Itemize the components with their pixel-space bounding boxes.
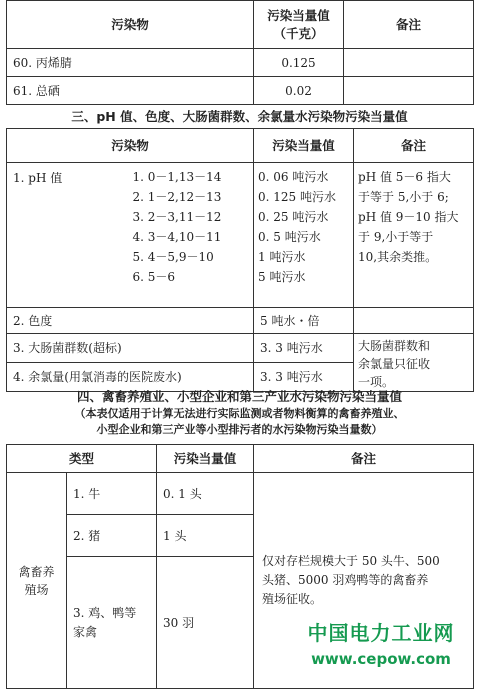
table-row — [7, 308, 474, 334]
pollutant-cell: 2. 色度 — [7, 308, 254, 334]
col-header-equivalent-line1: 污染当量值 — [267, 7, 330, 23]
ph-note-line: 10,其余类推。 — [358, 250, 438, 264]
col-header-equivalent: 污染当量值 — [157, 445, 254, 473]
ph-value: 0. 5 吨污水 — [258, 230, 321, 244]
ph-range: 3. 2－3,11－12 — [132, 210, 222, 224]
category-cell — [7, 473, 67, 689]
pollutant-cell: 61. 总硒 — [7, 77, 254, 105]
ph-range: 1. 0－1,13－14 — [132, 170, 222, 184]
note-cell — [344, 49, 474, 77]
table-row — [7, 77, 474, 105]
table-row — [7, 49, 474, 77]
table-row-ph — [7, 163, 474, 308]
equivalent-cell: 0. 1 头 — [157, 473, 254, 515]
ph-range: 5. 4－5,9－10 — [132, 250, 214, 264]
pollutant-cell-ph: 1. pH 值 — [7, 163, 131, 308]
equivalent-cell: 0.02 — [254, 77, 344, 105]
col-header-pollutant: 污染物 — [7, 1, 254, 49]
ph-value: 0. 125 吨污水 — [258, 190, 336, 204]
equivalent-cell: 1 头 — [157, 515, 254, 557]
livestock-note-line: 殖场征收。 — [262, 592, 323, 606]
type-line: 3. 鸡、鸭等 — [73, 605, 137, 620]
ph-value: 5 吨污水 — [258, 270, 306, 284]
livestock-note-line: 仅对存栏规模大于 50 头牛、500 — [262, 554, 440, 568]
section-4-subtitle-line2: 小型企业和第三产业等小型排污者的水污染物污染当量数） — [96, 423, 383, 436]
type-cell: 2. 猪 — [67, 515, 157, 557]
col-header-equivalent — [254, 1, 344, 49]
table-row — [7, 473, 474, 515]
watermark-url: www.cepow.com — [311, 650, 451, 668]
ph-range: 4. 3－4,10－11 — [132, 230, 222, 244]
col-header-note: 备注 — [354, 129, 474, 163]
ph-value-list — [254, 163, 354, 308]
ph-range: 6. 5－6 — [132, 270, 176, 284]
ph-value: 0. 25 吨污水 — [258, 210, 329, 224]
type-line: 家禽 — [73, 624, 98, 639]
equivalent-cell: 3. 3 吨污水 — [254, 334, 354, 363]
ph-note-line: pH 值 9－10 指大 — [358, 210, 459, 224]
col-header-pollutant: 污染物 — [7, 129, 254, 163]
type-cell: 1. 牛 — [67, 473, 157, 515]
col-header-unit: （千克） — [273, 25, 324, 41]
shared-note-line: 大肠菌群数和 — [358, 339, 431, 353]
pollutant-cell: 3. 大肠菌群数(超标) — [7, 334, 254, 363]
ph-range-list — [131, 163, 254, 308]
pollutant-cell: 60. 丙烯腈 — [7, 49, 254, 77]
shared-note — [354, 334, 474, 392]
table-continuation — [6, 0, 474, 105]
col-header-type: 类型 — [7, 445, 157, 473]
section-4-title: 四、禽畜养殖业、小型企业和第三产业水污染物污染当量值 — [76, 389, 402, 404]
ph-range: 2. 1－2,12－13 — [132, 190, 222, 204]
watermark-logo-text: 中国电力工业网 — [307, 621, 455, 645]
equivalent-cell: 3. 3 吨污水 — [254, 363, 354, 392]
note-cell — [344, 77, 474, 105]
col-header-equivalent: 污染当量值 — [254, 129, 354, 163]
note-cell — [354, 308, 474, 334]
type-cell — [67, 557, 157, 689]
table-row — [7, 334, 474, 363]
shared-note-line: 一项。 — [358, 375, 395, 389]
ph-note-line: 于等于 5,小于 6; — [358, 190, 449, 204]
ph-note-line: 于 9,小于等于 — [358, 230, 434, 244]
equivalent-cell: 0.125 — [254, 49, 344, 77]
ph-value: 1 吨污水 — [258, 250, 306, 264]
category-line: 禽畜养 — [18, 564, 55, 579]
equivalent-cell: 5 吨水・倍 — [254, 308, 354, 334]
equivalent-cell: 30 羽 — [157, 557, 254, 689]
livestock-note-line: 头猪、5000 羽鸡鸭等的禽畜养 — [262, 573, 429, 587]
ph-value: 0. 06 吨污水 — [258, 170, 329, 184]
shared-note-line: 余氯量只征收 — [358, 357, 431, 371]
pollutant-cell: 4. 余氯量(用氯消毒的医院废水) — [7, 363, 254, 392]
ph-note — [354, 163, 474, 308]
category-line: 殖场 — [24, 582, 49, 597]
ph-note-line: pH 值 5－6 指大 — [358, 170, 451, 184]
col-header-note: 备注 — [254, 445, 474, 473]
section-4-subtitle-line1: （本表仅适用于计算无法进行实际监测或者物料衡算的禽畜养殖业、 — [74, 407, 405, 420]
section-3-title: 三、pH 值、色度、大肠菌群数、余氯量水污染物污染当量值 — [71, 109, 408, 124]
table-ph-color — [6, 128, 474, 392]
col-header-note: 备注 — [344, 1, 474, 49]
